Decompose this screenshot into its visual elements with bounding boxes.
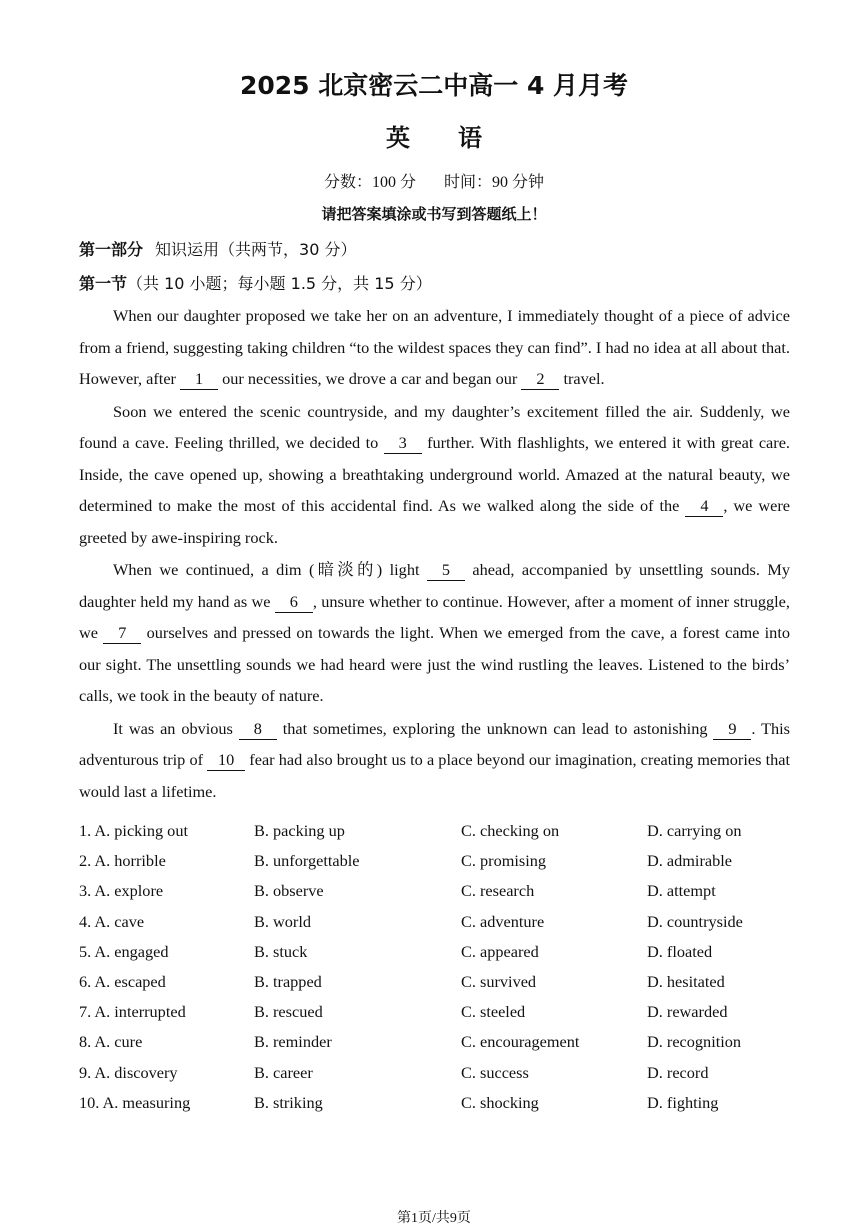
text-run: our necessities, we drove a car and began our [218,369,522,388]
option-c: C. steeled [461,1002,526,1022]
option-c: C. checking on [461,821,560,840]
option-d: D. countryside [647,911,743,931]
section-desc: （共 10 小题；每小题 1.5 分，共 15 分） [127,274,432,293]
option-b: B. career [254,1062,313,1082]
paragraph-3 [79,554,790,712]
option-row [79,967,790,997]
option-b: B. trapped [254,971,322,991]
option-b: B. world [254,911,311,931]
option-c: C. promising [461,851,547,871]
option-row [79,816,790,846]
blank-10: 10 [207,750,245,771]
answer-notice: 请把答案填涂或书写到答题纸上！ [321,205,547,223]
part-title: 知识运用（共两节，30 分） [155,240,357,259]
option-a: 1. A. picking out [79,821,188,840]
option-d: D. carrying on [647,821,742,840]
subject-title: 英语 [386,124,530,152]
option-d: D. record [647,1062,709,1082]
option-c: C. encouragement [461,1032,580,1052]
option-row [79,876,790,906]
option-b: B. stuck [254,941,308,961]
text-run: further. With flashlights, we entered it with great care. Inside, the cave opened up, showing a breathtaking underground world. Amazed at the natural beauty, we determined to make the most of this accidental find. As we walked along the side of the [79,433,790,515]
text-run: When our daughter proposed we take her on an adventure, I immediately thought of a piece of advice from a friend, suggesting taking children “to the wildest spaces they can find”. I had no idea at all about that. However, after [79,306,790,388]
blank-2: 2 [521,369,559,390]
option-row [79,1027,790,1057]
blank-3: 3 [384,433,422,454]
option-d: D. recognition [647,1032,742,1052]
paragraph-2 [79,396,790,554]
answer-options [79,816,790,1118]
option-a: 8. A. cure [79,1032,143,1052]
option-d: D. hesitated [647,971,725,991]
option-a: 5. A. engaged [79,941,169,961]
option-a: 2. A. horrible [79,851,166,871]
option-a: 7. A. interrupted [79,1002,186,1022]
paragraph-1 [79,300,790,395]
option-c: C. adventure [461,911,545,931]
option-b: B. observe [254,881,324,901]
option-row [79,907,790,937]
score-info: 分数：100 分 [323,174,416,191]
page-number: 第1页/共9页 [397,1211,471,1226]
option-c: C. success [461,1062,529,1082]
time-info: 时间：90 分钟 [444,174,545,191]
paragraph-4 [79,713,790,808]
option-d: D. attempt [647,881,716,901]
option-d: D. fighting [647,1092,719,1112]
blank-9: 9 [713,719,751,740]
option-c: C. survived [461,971,537,991]
option-c: C. research [461,881,535,901]
option-a: 3. A. explore [79,881,164,901]
option-d: D. rewarded [647,1002,728,1022]
option-row [79,1088,790,1118]
option-row [79,937,790,967]
text-run: that sometimes, exploring the unknown can lead to astonishing [276,718,714,738]
exam-meta [0,169,868,192]
part-label: 第一部分 [79,240,144,259]
option-a: 9. A. discovery [79,1062,178,1082]
option-a: 4. A. cave [79,911,145,931]
option-row [79,997,790,1027]
cloze-passage [79,300,790,808]
option-b: B. striking [254,1092,323,1112]
blank-1: 1 [180,369,218,390]
option-a: 10. A. measuring [79,1092,191,1112]
option-d: D. floated [647,941,713,961]
text-run: When we continued, a dim (暗淡的) light [113,560,427,579]
text-run: fear had also brought us to a place beyond our imagination, creating memories that would last a lifetime. [79,750,790,801]
text-run: It was an obvious [113,718,239,738]
blank-6: 6 [275,592,313,613]
blank-4: 4 [685,496,723,517]
text-run: travel. [559,369,605,388]
section-heading [79,271,432,294]
blank-8: 8 [239,719,277,740]
option-b: B. packing up [254,821,345,840]
text-run: ahead, accompanied by unsettling sounds. My daughter held my hand as we [79,560,790,611]
option-row [79,846,790,876]
blank-5: 5 [427,560,465,581]
section-label: 第一节 [79,274,128,293]
option-d: D. admirable [647,851,732,871]
option-b: B. rescued [254,1002,323,1022]
exam-title: 2025 北京密云二中高一 4 月月考 [239,71,629,100]
text-run: , unsure whether to continue. However, after a moment of inner struggle, we [79,591,790,642]
option-b: B. unforgettable [254,851,360,871]
option-b: B. reminder [254,1032,332,1052]
option-c: C. shocking [461,1092,539,1112]
text-run: . This adventurous trip of [79,718,791,769]
blank-7: 7 [103,623,141,644]
option-a: 6. A. escaped [79,971,166,991]
part-heading [79,237,356,260]
option-c: C. appeared [461,941,539,961]
text-run: , we were greeted by awe-inspiring rock. [79,496,791,547]
text-run: ourselves and pressed on towards the light. When we emerged from the cave, a forest came into our sight. The unsettling sounds we had heard were just the wind rustling the leaves. Listened to the birds’ calls, we took in the beauty of nature. [79,623,790,705]
option-row [79,1058,790,1088]
text-run: Soon we entered the scenic countryside, and my daughter’s excitement filled the air. Suddenly, we found a cave. Feeling thrilled, we decided to [79,401,790,452]
